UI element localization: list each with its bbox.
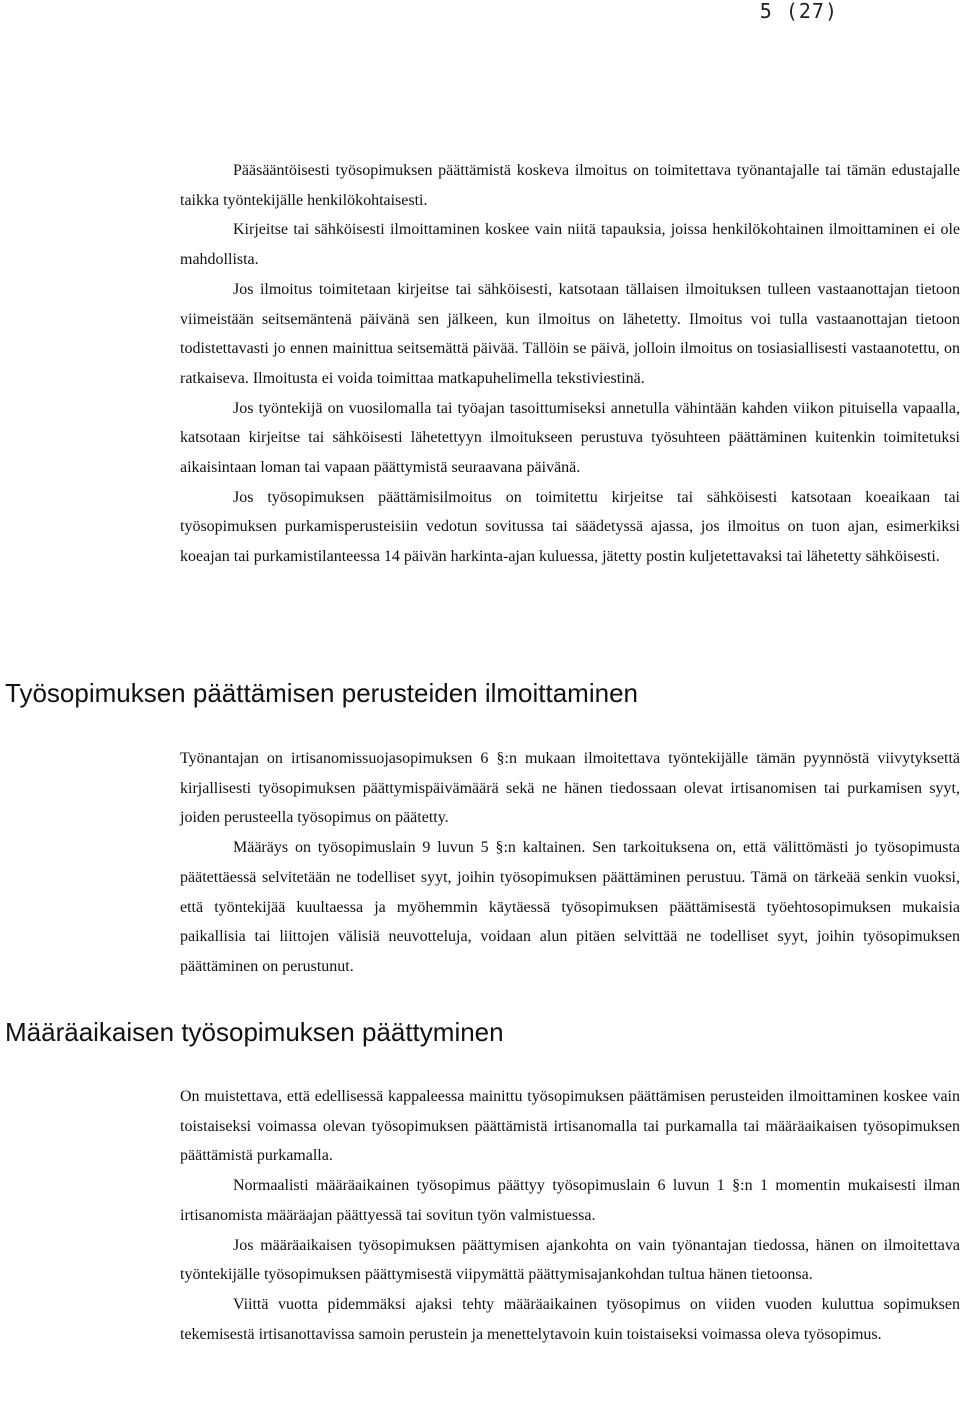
paragraph: Jos työsopimuksen päättämisilmoitus on toimitettu kirjeitse tai sähköisesti katsotaan koeaikaan tai työsopimuksen purkamisperusteisiin vedotun sovitussa tai säädetyssä ajassa, jos ilmoitus on tuon ajan, esimerkiksi koeajan tai purkamistilanteessa 14 päivän harkinta-ajan kuluessa, jätetty postin kuljetettavaksi tai lähetetty sähköisesti. bbox=[180, 488, 960, 566]
grounds-section bbox=[180, 744, 960, 982]
intro-section bbox=[180, 156, 960, 572]
paragraph: Normaalisti määräaikainen työsopimus päättyy työsopimuslain 6 luvun 1 §:n 1 momentin mukaisesti ilman irtisanomista määräajan päättyessä tai sovitun työn valmistuessa. bbox=[180, 1177, 960, 1224]
paragraph: Kirjeitse tai sähköisesti ilmoittaminen koskee vain niitä tapauksia, joissa henkilökohtainen ilmoittaminen ei ole mahdollista. bbox=[180, 221, 960, 269]
paragraph: Viittä vuotta pidemmäksi ajaksi tehty määräaikainen työsopimus on viiden vuoden kuluttua sopimuksen tekemisestä irtisanottavissa samoin perustein ja menettelytavoin kuin toistaiseksi voimassa oleva työsopimus. bbox=[180, 1295, 960, 1343]
paragraph: Jos ilmoitus toimitetaan kirjeitse tai sähköisesti, katsotaan tällaisen ilmoituksen tulleen vastaanottajan tietoon viimeistään seitsemäntenä päivänä sen jälkeen, kun ilmoitus on lähetetty. Ilmoitus voi tulla vastaanottajan tietoon todistettavasti jo ennen mainittua seitsemättä päivää. Tällöin se päivä, jolloin ilmoitus on tosiasiallisesti vastaanotettu, on ratkaiseva. Ilmoitusta ei voida toimittaa matkapuhelimella tekstiviestinä. bbox=[180, 280, 960, 387]
section-heading: Työsopimuksen päättämisen perusteiden ilmoittaminen bbox=[5, 678, 639, 708]
paragraph: Määräys on työsopimuslain 9 luvun 5 §:n kaltainen. Sen tarkoituksena on, että välittömästi jo työsopimusta päätettäessä selvitetään ne todelliset syyt, joihin työsopimuksen päättäminen perustuu. Tämä on tärkeää senkin vuoksi, että työntekijää kuultaessa ja myöhemmin käytäessä työsopimuksen päättämisestä työehtosopimuksen mukaisia paikallisia tai liittojen välisiä neuvotteluja, voidaan alun pitäen selvittää ne todelliset syyt, joihin työsopimuksen päättäminen on perustunut. bbox=[180, 839, 960, 975]
page-number: 5 (27) bbox=[759, 0, 838, 23]
paragraph: Jos määräaikaisen työsopimuksen päättymisen ajankohta on vain työnantajan tiedossa, hänen on ilmoitettava työntekijälle työsopimuksen päättymisestä viipymättä päättymisajankohdan tultua hänen tietoonsa. bbox=[180, 1236, 960, 1284]
paragraph: Työnantajan on irtisanomissuojasopimuksen 6 §:n mukaan ilmoitettava työntekijälle tämän pyynnöstä viivytyksettä kirjallisesti työsopimuksen päättymispäivämäärä sekä ne hänen tiedossaan olevat irtisanomisen tai purkamisen syyt, joiden perusteella työsopimus on päätetty. bbox=[180, 750, 960, 827]
paragraph: On muistettava, että edellisessä kappaleessa mainittu työsopimuksen päättämisen perusteiden ilmoittaminen koskee vain toistaiseksi voimassa olevan työsopimuksen päättämistä irtisanomalla tai purkamalla tai määräaikaisen työsopimuksen päättämistä purkamalla. bbox=[180, 1088, 960, 1165]
paragraph: Jos työntekijä on vuosilomalla tai työajan tasoittumiseksi annetulla vähintään kahden viikon pituisella vapaalla, katsotaan kirjeitse tai sähköisesti lähetettyyn ilmoitukseen perustuva työsuhteen päättäminen kuitenkin toimitetuksi aikaisintaan loman tai vapaan päättymistä seuraavana päivänä. bbox=[180, 399, 960, 477]
section-heading: Määräaikaisen työsopimuksen päättyminen bbox=[5, 1017, 504, 1047]
paragraph: Pääsääntöisesti työsopimuksen päättämistä koskeva ilmoitus on toimitettava työnantajalle tai tämän edustajalle taikka työntekijälle henkilökohtaisesti. bbox=[180, 162, 960, 209]
fixed-term-section bbox=[180, 1082, 960, 1349]
